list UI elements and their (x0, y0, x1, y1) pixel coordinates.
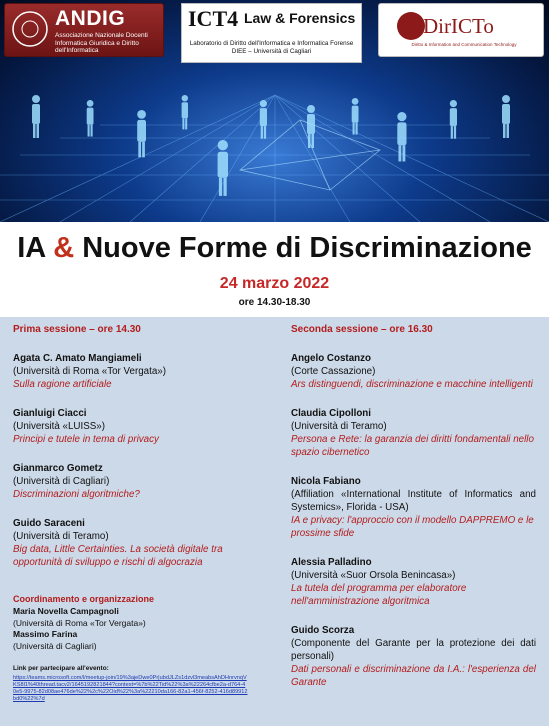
speaker-affiliation: (Università di Teramo) (13, 531, 109, 542)
ict4-logo (181, 3, 362, 63)
title-ia: IA (17, 232, 46, 264)
coordination-heading: Coordinamento e organizzazione (13, 594, 155, 604)
speaker-name: Alessia Palladino (291, 557, 372, 568)
speaker-entry (291, 556, 536, 608)
first-session-column (13, 317, 263, 703)
diricto-subtitle: Diritto & Information and Communication Technology (411, 42, 517, 47)
talk-title: La tutela del programma per elaboratore nell'amministrazione algoritmica (291, 583, 467, 607)
speaker-entry (291, 624, 536, 689)
speaker-affiliation: (Università di Cagliari) (13, 476, 110, 487)
andig-logo (4, 3, 164, 57)
diricto-logo (378, 3, 544, 57)
speaker-name: Gianluigi Ciacci (13, 408, 87, 419)
coordinator-name: Massimo Farina (13, 629, 78, 639)
diricto-name: DirICTo (423, 14, 494, 38)
session-heading: Seconda sessione – ore 16.30 (291, 324, 433, 335)
speaker-name: Nicola Fabiano (291, 476, 361, 487)
talk-title: Ars distinguendi, discriminazione e macchine intelligenti (291, 379, 533, 390)
title-ampersand: & (53, 232, 75, 264)
event-link-label: Link per partecipare all'evento: (13, 665, 109, 672)
speaker-name: Angelo Costanzo (291, 353, 372, 364)
title-rest: Nuove Forme di Discriminazione (82, 232, 532, 264)
speaker-affiliation: (Università di Teramo) (291, 421, 387, 432)
speaker-affiliation: (Università «Suor Orsola Benincasa») (291, 570, 456, 581)
talk-title: Discriminazioni algoritmiche? (13, 489, 140, 500)
andig-subtitle: Associazione Nazionale Docenti Informatica Giuridica e Diritto dell'Informatica (55, 32, 148, 54)
event-link[interactable]: https://teams.microsoft.com/l/meetup-join/19%3ajeDwe0Pr|ubdJLZs1dzvl3meabsAhDHnrvnqVKS8l1%40thread.tacv2/1645192821844?context=%7b%22Tid%22%3a%22264cfbe2a-d764-40e5-9975-82d08ae476de%22%2c%22Oid%22%3a%22210da166-82a1-456f-8252-416d89912bd0%22%7d (13, 675, 248, 702)
speaker-entry (13, 462, 263, 501)
speaker-name: Guido Saraceni (13, 518, 85, 529)
coordinator-affiliation: (Università di Roma «Tor Vergata») (13, 617, 146, 628)
speaker-name: Claudia Cipolloni (291, 408, 372, 419)
speaker-entry (291, 352, 536, 391)
speaker-affiliation: (Affiliation «International Institute of Informatics and Systemics», Florida - USA) (291, 489, 536, 513)
ict4-suffix: Law & Forensics (244, 10, 356, 26)
talk-title: Big data, Little Certainties. La società digitale tra opportunità di sviluppo e rischi di algocrazia (13, 544, 223, 568)
speaker-affiliation: (Corte Cassazione) (291, 366, 376, 377)
talk-title: Principi e tutele in tema di privacy (13, 434, 159, 445)
speaker-affiliation: (Università «LUISS») (13, 421, 106, 432)
ict4-subtitle: Laboratorio di Diritto dell'Informatica e Informatica Forense DIEE – Università di Cagliari (189, 40, 354, 55)
coordinator-affiliation: (Università di Cagliari) (13, 640, 97, 651)
speaker-entry (13, 352, 263, 391)
ict4-name: ICT4 (188, 6, 239, 31)
speaker-entry (13, 407, 263, 446)
coordination-list (13, 606, 263, 652)
speaker-entry (13, 517, 263, 569)
session-heading: Prima sessione – ore 14.30 (13, 324, 141, 335)
second-session-column (291, 317, 536, 689)
event-time: ore 14.30-18.30 (238, 297, 311, 308)
speaker-name: Agata C. Amato Mangiameli (13, 353, 142, 364)
talk-title: Persona e Rete: la garanzia dei diritti fondamentali nello spazio cibernetico (291, 434, 534, 458)
speaker-name: Guido Scorza (291, 625, 355, 636)
speaker-entry (291, 407, 536, 459)
diricto-emblem-icon (397, 12, 425, 40)
speaker-name: Gianmarco Gometz (13, 463, 103, 474)
coordinator-name: Maria Novella Campagnoli (13, 606, 119, 616)
event-title (0, 232, 549, 265)
andig-name: ANDIG (55, 7, 126, 30)
talk-title: IA e privacy: l'approccio con il modello DAPPREMO e le prossime sfide (291, 515, 534, 539)
talk-title: Sulla ragione artificiale (13, 379, 112, 390)
speaker-entry (291, 475, 536, 540)
talk-title: Dati personali e discriminazione da I.A.: l'esperienza del Garante (291, 664, 536, 688)
speaker-affiliation: (Componente del Garante per la protezione dei dati personali) (291, 638, 536, 662)
header-banner (0, 0, 549, 222)
speaker-affiliation: (Università di Roma «Tor Vergata») (13, 366, 167, 377)
andig-emblem-icon (11, 10, 49, 48)
event-date: 24 marzo 2022 (219, 275, 330, 292)
